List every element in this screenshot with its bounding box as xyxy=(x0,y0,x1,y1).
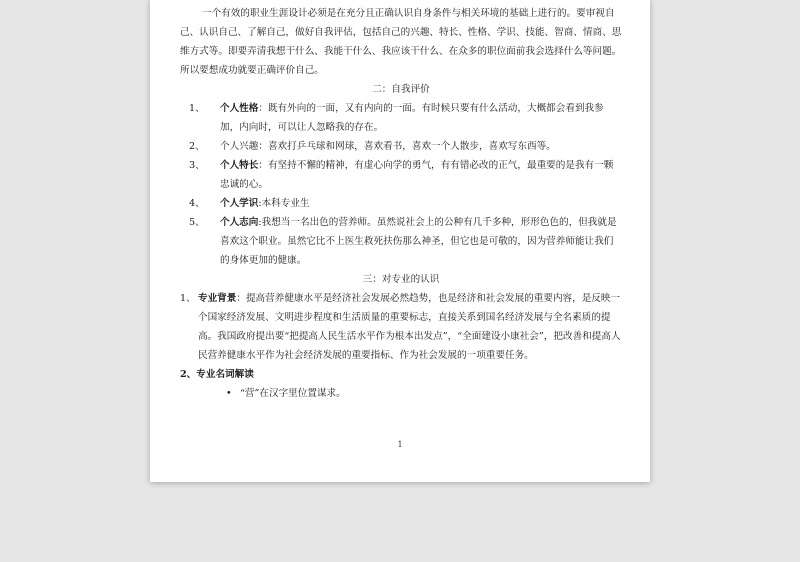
item-text: 提高营养健康水平是经济社会发展必然趋势，也是经济和社会发展的重要内容，是反映一个国家经济发展、文明进步程度和生活质量的重要标志，直接关系到国名经济发展与全名素质的提高。我国政府提出要“把提高人民生活水平作为根本出发点”，“全面建设小康社会”，把改善和提高人民营养健康水平作为社会经济发展的重要指标、作为社会发展的一项重要任务。 xyxy=(198,293,621,361)
item-label: 个人兴趣 xyxy=(220,141,259,152)
item-text: 我想当一名出色的营养师。虽然说社会上的公种有几千多种，形形色色的，但我就是喜欢这个职业。虽然它比不上医生救死扶伤那么神圣，但它也是可敬的，因为营养师能让我们的身体更加的健康。 xyxy=(220,217,617,266)
item-label: 专业背景 xyxy=(198,293,237,304)
bullet-icon: • xyxy=(226,388,232,399)
list-item-terms: 2、专业名词解读 xyxy=(180,369,254,380)
bullet-item xyxy=(180,384,622,403)
item-label: 个人志向 xyxy=(220,217,259,228)
list-number: 1、 xyxy=(189,103,205,114)
list-number: 3、 xyxy=(189,160,205,171)
section-heading-self-evaluation: 二：自我评价 xyxy=(372,84,430,95)
item-separator: : xyxy=(258,217,262,228)
list-number: 2、 xyxy=(189,141,205,152)
item-separator: : xyxy=(258,198,262,209)
list-item xyxy=(180,194,622,213)
list-item xyxy=(180,289,622,365)
item-separator: ： xyxy=(258,141,268,152)
list-item xyxy=(180,137,622,156)
list-item xyxy=(180,99,622,137)
intro-paragraph: 一个有效的职业生涯设计必须是在充分且正确认识自身条件与相关环境的基础上进行的。要审视自己、认识自己、了解自己，做好自我评估，包括自己的兴趣、特长、性格、学识、技能、智商、情商、思维方式等。即要弄清我想干什么、我能干什么、我应该干什么、在众多的职位面前我会选择什么等问题。所以要想成功就要正确评价自己。 xyxy=(180,8,622,76)
item-separator: ： xyxy=(236,293,246,304)
list-number: 5、 xyxy=(189,217,205,228)
item-text: 喜欢打乒乓球和网球，喜欢看书，喜欢一个人散步，喜欢写东西等。 xyxy=(267,141,556,152)
section-heading-major-understanding: 三：对专业的认识 xyxy=(362,274,440,285)
item-separator: ： xyxy=(258,160,268,171)
item-text: 既有外向的一面，又有内向的一面。有时候只要有什么活动，大概都会看到我参加，内向时，可以让人忽略我的存在。 xyxy=(220,103,604,133)
item-label: 个人特长 xyxy=(220,160,259,171)
bullet-text: “营”在汉字里位置谋求。 xyxy=(240,388,346,399)
list-item xyxy=(180,156,622,194)
item-text: 本科专业生 xyxy=(261,198,310,209)
item-label: 个人学识 xyxy=(220,198,259,209)
list-item xyxy=(180,213,622,270)
document-page xyxy=(150,0,650,482)
list-number: 4、 xyxy=(189,198,205,209)
item-label: 个人性格 xyxy=(220,103,259,114)
item-text: 有坚持不懈的精神，有虚心向学的勇气，有有错必改的正气，最重要的是我有一颗忠诚的心。 xyxy=(220,160,614,190)
document-content xyxy=(180,4,622,403)
page-number: 1 xyxy=(397,440,403,449)
list-number: 1、 xyxy=(180,293,196,304)
item-separator: ： xyxy=(258,103,268,114)
